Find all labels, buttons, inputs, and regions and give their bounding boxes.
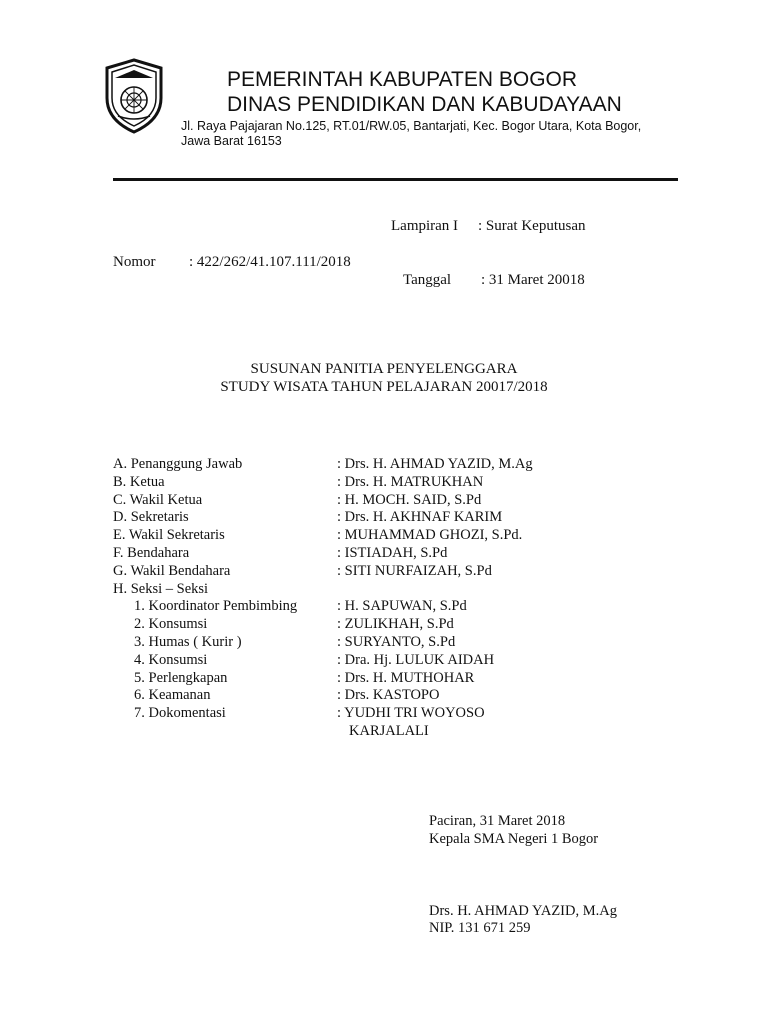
committee-member: : Drs. KASTOPO <box>337 687 440 704</box>
committee-member: : ZULIKHAH, S.Pd <box>337 616 454 633</box>
committee-member: : Drs. H. AKHNAF KARIM <box>337 509 503 526</box>
lampiran-value: : Surat Keputusan <box>478 218 586 234</box>
committee-list <box>113 456 613 741</box>
committee-row <box>113 563 613 581</box>
committee-row <box>113 527 613 545</box>
committee-row <box>113 634 613 652</box>
committee-row <box>113 456 613 474</box>
committee-role: 7. Dokomentasi <box>134 705 226 722</box>
committee-member: : Dra. Hj. LULUK AIDAH <box>337 651 495 668</box>
committee-role: F. Bendahara <box>113 544 190 561</box>
committee-member: : H. MOCH. SAID, S.Pd <box>337 491 482 508</box>
committee-row <box>113 687 613 705</box>
committee-role: G. Wakil Bendahara <box>113 562 231 579</box>
committee-member: : Drs. H. MUTHOHAR <box>337 669 475 686</box>
signer-nip: NIP. 131 671 259 <box>429 920 531 936</box>
committee-section-heading <box>113 581 613 599</box>
committee-row <box>113 545 613 563</box>
committee-role: 2. Konsumsi <box>134 616 208 633</box>
organization-name: PEMERINTAH KABUPATEN BOGOR <box>227 68 578 91</box>
committee-role: 5. Perlengkapan <box>134 669 228 686</box>
committee-member: : Drs. H. MATRUKHAN <box>337 473 484 490</box>
committee-row <box>113 616 613 634</box>
address-line-1: Jl. Raya Pajajaran No.125, RT.01/RW.05, Bantarjati, Kec. Bogor Utara, Kota Bogor, <box>181 119 642 133</box>
committee-role: 3. Humas ( Kurir ) <box>134 633 242 650</box>
committee-member: : MUHAMMAD GHOZI, S.Pd. <box>337 527 523 544</box>
committee-role: E. Wakil Sekretaris <box>113 527 225 544</box>
committee-role: 1. Koordinator Pembimbing <box>134 598 298 615</box>
bogor-regency-crest-icon <box>101 58 167 134</box>
committee-member: : Drs. H. AHMAD YAZID, M.Ag <box>337 456 533 472</box>
committee-role: B. Ketua <box>113 473 165 490</box>
address-line-2: Jawa Barat 16153 <box>181 134 282 148</box>
committee-row <box>113 705 613 723</box>
committee-member-continuation: KARJALALI <box>349 722 429 739</box>
committee-row-continuation <box>113 723 613 741</box>
tanggal-value: : 31 Maret 20018 <box>481 272 585 288</box>
committee-member: : YUDHI TRI WOYOSO <box>337 705 485 722</box>
committee-row <box>113 598 613 616</box>
committee-member: : ISTIADAH, S.Pd <box>337 544 448 561</box>
committee-member: : H. SAPUWAN, S.Pd <box>337 598 467 615</box>
signer-name: Drs. H. AHMAD YAZID, M.Ag <box>429 903 617 919</box>
committee-role: C. Wakil Ketua <box>113 491 203 508</box>
signer-title: Kepala SMA Negeri 1 Bogor <box>429 831 599 847</box>
committee-role: D. Sekretaris <box>113 509 189 526</box>
committee-row <box>113 652 613 670</box>
committee-row <box>113 670 613 688</box>
nomor-label: Nomor <box>113 254 156 270</box>
committee-role: 4. Konsumsi <box>134 651 208 668</box>
tanggal-label: Tanggal <box>403 272 452 288</box>
committee-member: : SITI NURFAIZAH, S.Pd <box>337 562 492 579</box>
lampiran-label: Lampiran I <box>391 218 459 234</box>
nomor-value: : 422/262/41.107.111/2018 <box>189 254 351 270</box>
document-title-line-1: SUSUNAN PANITIA PENYELENGGARA <box>250 361 518 377</box>
committee-member: : SURYANTO, S.Pd <box>337 633 456 650</box>
letterhead-divider <box>113 178 678 181</box>
committee-role: 6. Keamanan <box>134 687 211 704</box>
signature-place-date: Paciran, 31 Maret 2018 <box>429 813 566 829</box>
committee-row <box>113 509 613 527</box>
department-name: DINAS PENDIDIKAN DAN KABUDAYAAN <box>227 93 622 116</box>
document-title-line-2: STUDY WISATA TAHUN PELAJARAN 20017/2018 <box>220 379 548 395</box>
committee-row <box>113 474 613 492</box>
committee-role: H. Seksi – Seksi <box>113 580 209 597</box>
committee-role: A. Penanggung Jawab <box>113 456 243 472</box>
committee-row <box>113 492 613 510</box>
